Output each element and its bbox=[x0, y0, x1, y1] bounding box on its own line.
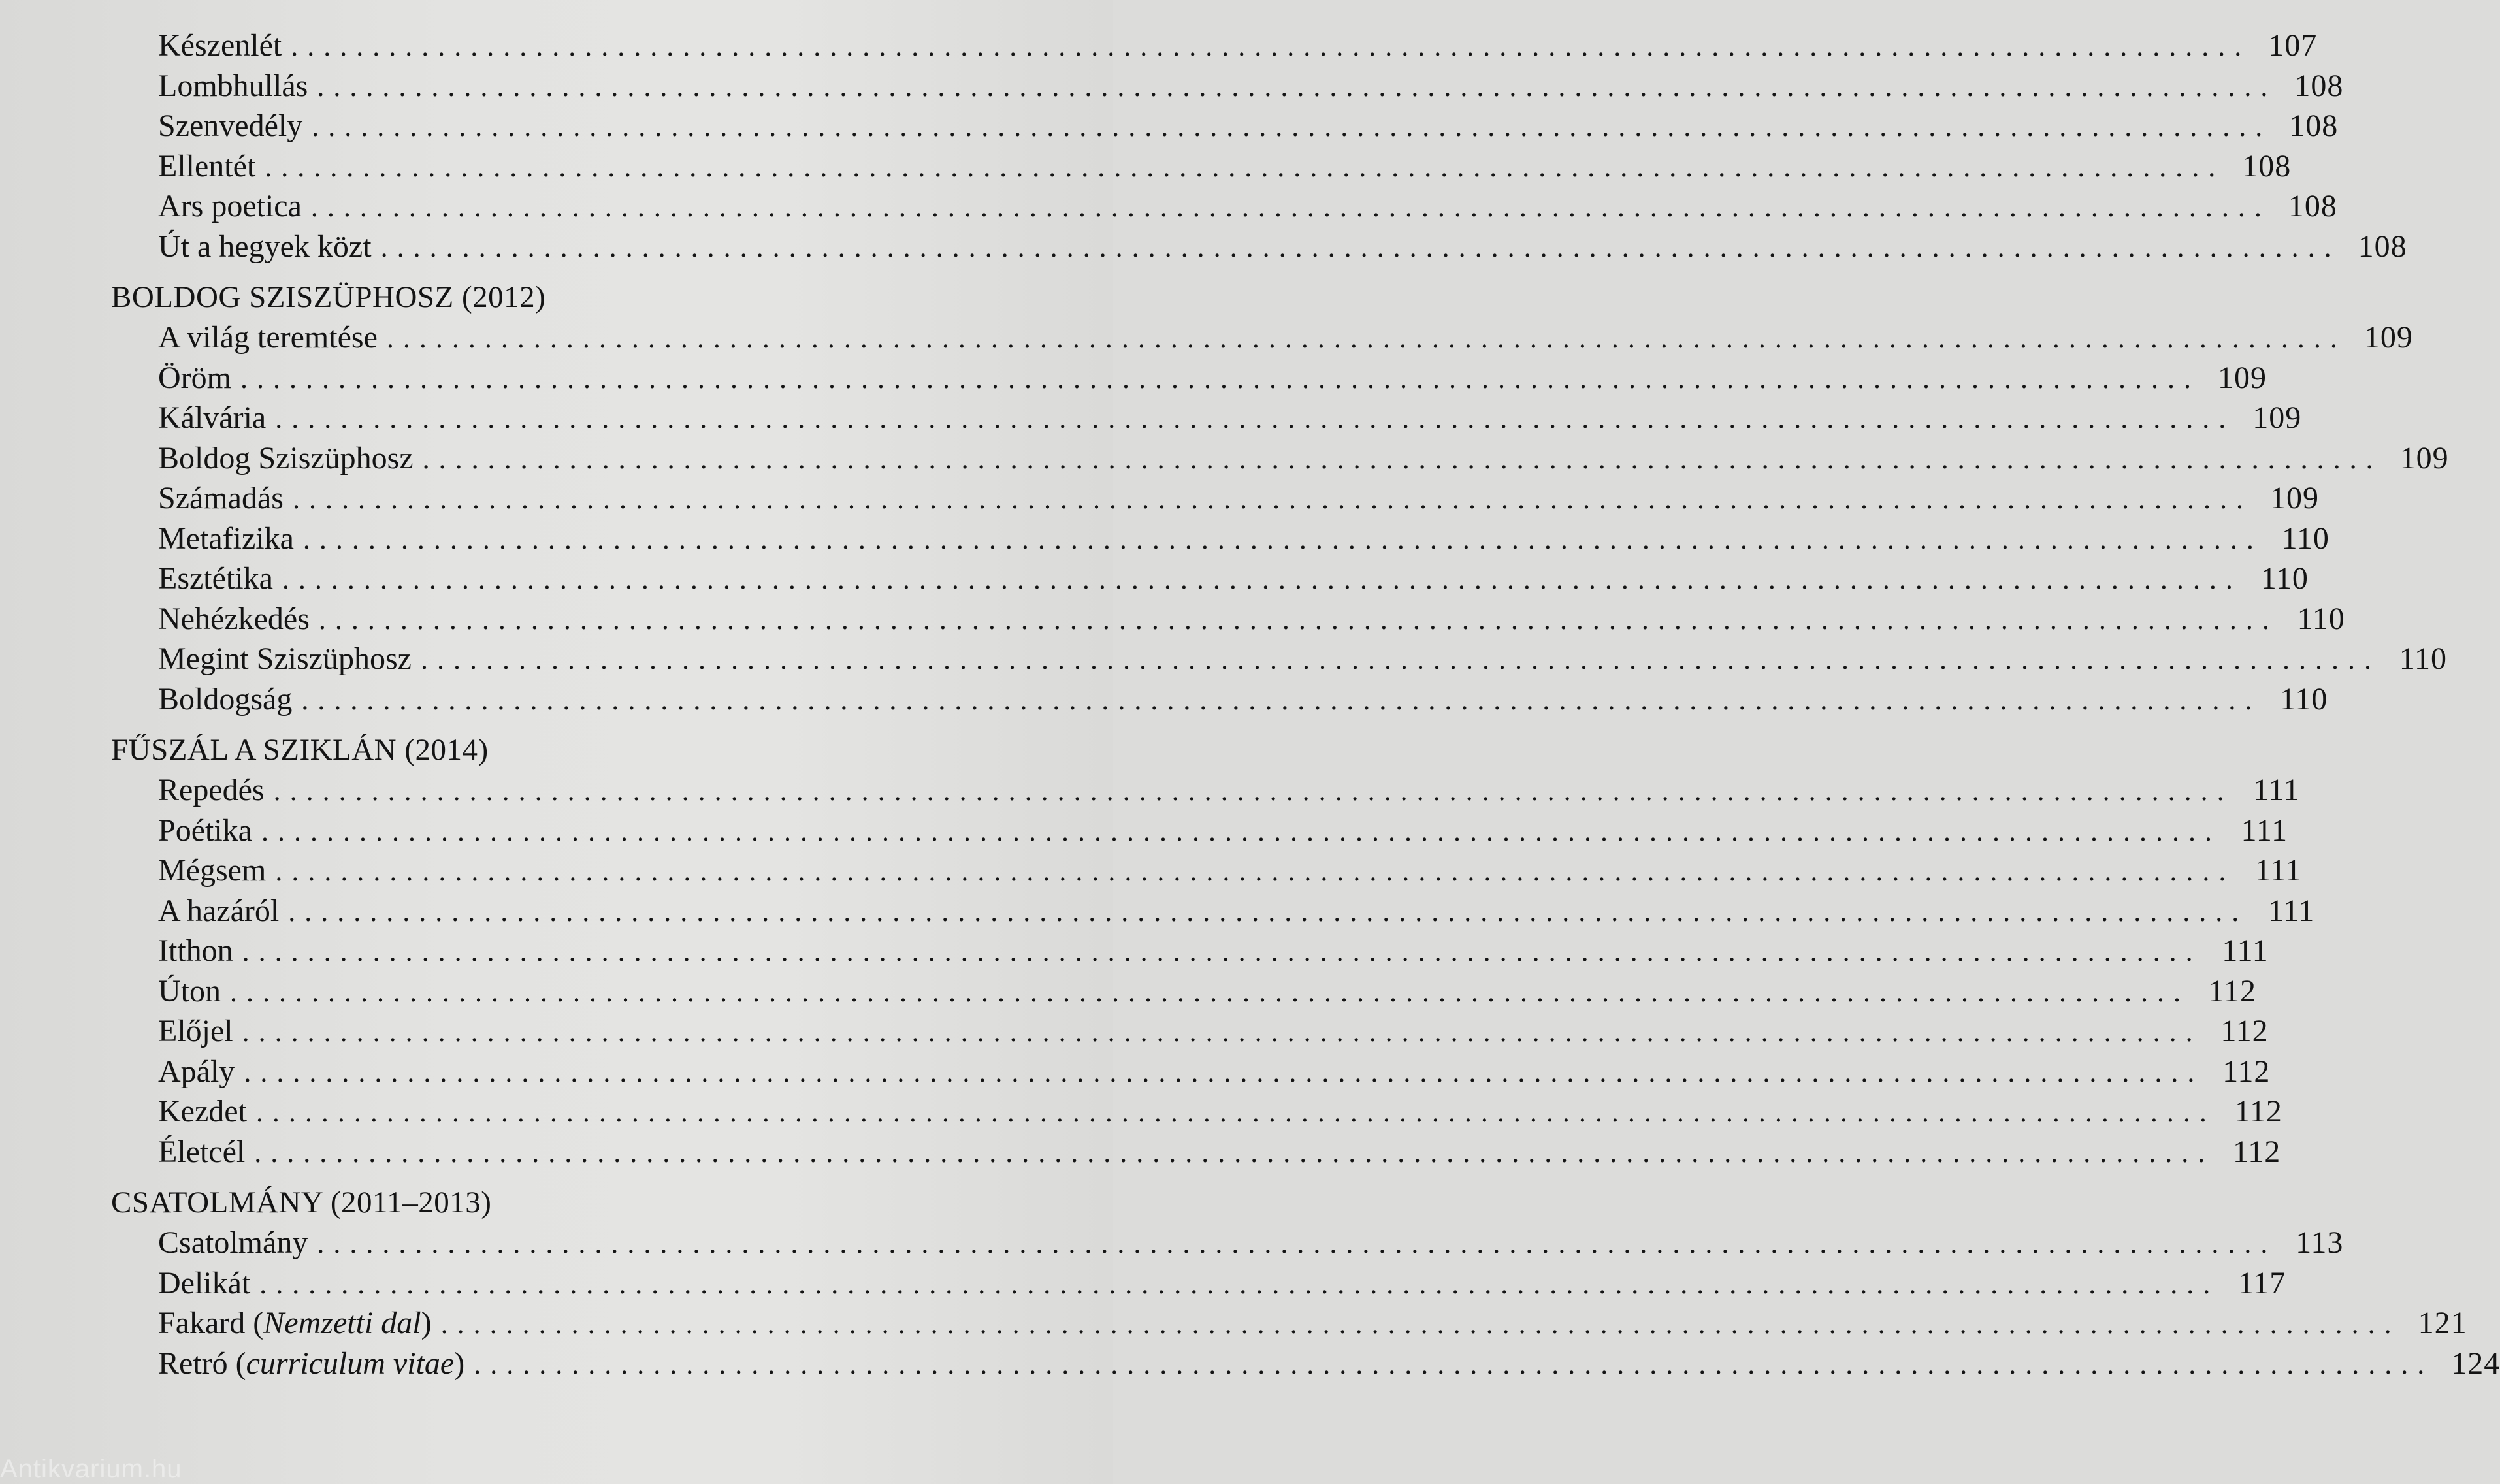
toc-entry bbox=[158, 146, 2292, 187]
page-number: 111 bbox=[2254, 853, 2302, 888]
table-of-contents bbox=[111, 28, 2500, 1383]
entry-title-text: Előjel bbox=[158, 1014, 233, 1048]
toc-section bbox=[111, 1182, 2500, 1383]
toc-entry bbox=[158, 1011, 2269, 1052]
dot-leader: ........................................................................................................................ bbox=[440, 1308, 2401, 1340]
page-number: 107 bbox=[2268, 28, 2318, 63]
entry-title bbox=[158, 438, 414, 479]
entry-title-text: Apály bbox=[158, 1054, 235, 1089]
dot-leader: ........................................................................................................................ bbox=[242, 1016, 2202, 1048]
toc-section bbox=[111, 25, 2407, 266]
entry-title bbox=[158, 971, 221, 1012]
page-number: 121 bbox=[2418, 1306, 2467, 1340]
dot-leader: ........................................................................................................................ bbox=[255, 1096, 2216, 1128]
toc-entry bbox=[158, 519, 2330, 559]
toc-entry bbox=[158, 478, 2319, 519]
entry-title-text: Nehézkedés bbox=[158, 601, 310, 636]
entry-title bbox=[158, 679, 292, 720]
entry-title-text: Lombhullás bbox=[158, 68, 308, 103]
page-number: 113 bbox=[2296, 1225, 2344, 1260]
toc-entry bbox=[158, 1052, 2271, 1092]
toc-entry bbox=[158, 358, 2267, 398]
page-number: 109 bbox=[2252, 400, 2302, 435]
entry-title bbox=[158, 770, 265, 811]
toc-entry bbox=[158, 679, 2328, 720]
dot-leader: ........................................................................................................................ bbox=[230, 975, 2190, 1008]
entry-title bbox=[158, 1132, 245, 1172]
toc-entry bbox=[158, 1091, 2282, 1132]
entry-title bbox=[158, 850, 266, 891]
entry-title-text: Repedés bbox=[158, 773, 265, 807]
page-number: 110 bbox=[2280, 681, 2328, 717]
entry-title-suffix: ) bbox=[421, 1306, 432, 1340]
entry-title-text: Ars poetica bbox=[158, 189, 302, 223]
page-number: 112 bbox=[2234, 1094, 2282, 1129]
section-title: BOLDOG SZISZÜPHOSZ (2012) bbox=[111, 280, 546, 314]
dot-leader: ........................................................................................................................ bbox=[244, 1056, 2204, 1088]
toc-section bbox=[111, 730, 2315, 1172]
dot-leader: ........................................................................................................................ bbox=[265, 150, 2225, 183]
page-number: 111 bbox=[2267, 893, 2315, 928]
toc-entry bbox=[158, 639, 2447, 679]
entry-title-text: Delikát bbox=[158, 1265, 251, 1300]
dot-leader: ........................................................................................................................ bbox=[301, 683, 2262, 716]
dot-leader: ........................................................................................................................ bbox=[318, 603, 2279, 636]
dot-leader: ........................................................................................................................ bbox=[273, 775, 2233, 807]
toc-entry bbox=[158, 811, 2288, 851]
toc-entry bbox=[158, 106, 2339, 146]
entry-list bbox=[111, 1223, 2500, 1383]
page-number: 111 bbox=[2222, 933, 2269, 968]
dot-leader: ........................................................................................................................ bbox=[261, 815, 2221, 847]
toc-entry bbox=[158, 599, 2345, 639]
dot-leader: ........................................................................................................................ bbox=[254, 1136, 2215, 1169]
entry-title-text: Út a hegyek közt bbox=[158, 229, 372, 264]
entry-title bbox=[158, 931, 233, 971]
dot-leader: ........................................................................................................................ bbox=[302, 523, 2263, 555]
toc-entry bbox=[158, 931, 2269, 971]
toc-entry bbox=[158, 25, 2318, 66]
entry-title bbox=[158, 891, 279, 931]
dot-leader: ........................................................................................................................ bbox=[291, 30, 2251, 62]
entry-title-text: Életcél bbox=[158, 1134, 246, 1169]
toc-entry bbox=[158, 227, 2407, 267]
entry-title-text: Ellentét bbox=[158, 148, 256, 184]
dot-leader: ........................................................................................................................ bbox=[474, 1347, 2434, 1380]
entry-title bbox=[158, 1223, 308, 1263]
entry-list bbox=[111, 317, 2449, 719]
entry-title bbox=[158, 1091, 247, 1132]
entry-title-text: Metafizika bbox=[158, 521, 294, 556]
page-number: 110 bbox=[2281, 521, 2330, 556]
entry-title bbox=[158, 478, 284, 519]
entry-title bbox=[158, 398, 266, 438]
dot-leader: ........................................................................................................................ bbox=[259, 1267, 2220, 1300]
entry-title-text: Készenlét bbox=[158, 28, 282, 63]
toc-entry bbox=[158, 398, 2302, 438]
page-number: 108 bbox=[2242, 148, 2292, 184]
page-number: 112 bbox=[2233, 1134, 2281, 1169]
page-number: 108 bbox=[2358, 229, 2407, 264]
toc-section bbox=[111, 277, 2449, 719]
entry-title-suffix: ) bbox=[454, 1346, 465, 1381]
dot-leader: ........................................................................................................................ bbox=[317, 70, 2277, 103]
entry-title bbox=[158, 639, 412, 679]
entry-title-text: Boldog Sziszüphosz bbox=[158, 440, 414, 476]
entry-title-text: Esztétika bbox=[158, 561, 273, 596]
entry-title-text: Számadás bbox=[158, 481, 284, 515]
page-number: 112 bbox=[2220, 1014, 2269, 1048]
page-number: 110 bbox=[2260, 561, 2309, 596]
dot-leader: ........................................................................................................................ bbox=[386, 322, 2346, 354]
page-number: 110 bbox=[2297, 601, 2345, 636]
page-number: 108 bbox=[2289, 108, 2339, 143]
dot-leader: ........................................................................................................................ bbox=[422, 442, 2382, 475]
entry-title bbox=[158, 66, 308, 106]
page-number: 124 bbox=[2451, 1346, 2500, 1381]
toc-entry bbox=[158, 317, 2413, 358]
entry-title bbox=[158, 1263, 250, 1304]
dot-leader: ........................................................................................................................ bbox=[275, 402, 2235, 434]
entry-title bbox=[158, 317, 378, 358]
dot-leader: ........................................................................................................................ bbox=[310, 191, 2271, 223]
entry-title bbox=[158, 146, 255, 187]
section-title: FŰSZÁL A SZIKLÁN (2014) bbox=[111, 733, 489, 767]
toc-entry bbox=[158, 891, 2315, 931]
entry-title bbox=[158, 811, 252, 851]
page-number: 108 bbox=[2294, 68, 2344, 103]
dot-leader: ........................................................................................................................ bbox=[275, 855, 2235, 887]
entry-title-text: Itthon bbox=[158, 933, 233, 968]
toc-entry bbox=[158, 770, 2300, 811]
entry-title bbox=[158, 186, 302, 227]
entry-title bbox=[158, 1303, 432, 1344]
page-number: 112 bbox=[2208, 973, 2256, 1008]
dot-leader: ........................................................................................................................ bbox=[288, 895, 2248, 928]
dot-leader: ........................................................................................................................ bbox=[380, 231, 2341, 263]
page-number: 109 bbox=[2399, 440, 2449, 476]
toc-entry bbox=[158, 186, 2337, 227]
entry-list bbox=[111, 25, 2407, 266]
dot-leader: ........................................................................................................................ bbox=[420, 643, 2380, 675]
entry-title bbox=[158, 25, 282, 66]
entry-title-text: A hazáról bbox=[158, 893, 280, 928]
entry-title bbox=[158, 1052, 235, 1092]
toc-entry bbox=[158, 971, 2256, 1012]
page-number: 109 bbox=[2269, 481, 2319, 515]
dot-leader: ........................................................................................................................ bbox=[242, 935, 2202, 967]
toc-entry bbox=[158, 1303, 2467, 1344]
entry-title-italic: curriculum vitae bbox=[246, 1346, 455, 1381]
entry-title-text: Mégsem bbox=[158, 853, 267, 888]
page-number: 111 bbox=[2241, 813, 2288, 848]
entry-title-text: Kálvária bbox=[158, 400, 267, 435]
toc-entry bbox=[158, 66, 2344, 106]
entry-title-text: Csatolmány bbox=[158, 1225, 308, 1260]
entry-title bbox=[158, 519, 294, 559]
entry-title bbox=[158, 1011, 233, 1052]
page-number: 117 bbox=[2238, 1265, 2286, 1300]
toc-entry bbox=[158, 438, 2449, 479]
page-number: 110 bbox=[2399, 641, 2447, 676]
watermark: Antikvarium.hu bbox=[0, 1455, 182, 1483]
toc-entry bbox=[158, 558, 2309, 599]
dot-leader: ........................................................................................................................ bbox=[240, 362, 2200, 395]
entry-title bbox=[158, 558, 273, 599]
entry-title-text: Megint Sziszüphosz bbox=[158, 641, 412, 676]
toc-entry bbox=[158, 1132, 2281, 1172]
toc-entry bbox=[158, 850, 2302, 891]
dot-leader: ........................................................................................................................ bbox=[292, 483, 2252, 515]
entry-title-text: Öröm bbox=[158, 360, 231, 395]
entry-title bbox=[158, 227, 372, 267]
page-number: 112 bbox=[2222, 1054, 2271, 1089]
entry-title-text: A világ teremtése bbox=[158, 320, 378, 355]
entry-title bbox=[158, 1344, 464, 1384]
toc-entry bbox=[158, 1344, 2500, 1384]
entry-title-italic: Nemzetti dal bbox=[263, 1306, 421, 1340]
dot-leader: ........................................................................................................................ bbox=[312, 110, 2272, 142]
entry-title-text: Poétika bbox=[158, 813, 252, 848]
entry-list bbox=[111, 770, 2315, 1172]
entry-title-text: Kezdet bbox=[158, 1094, 247, 1129]
dot-leader: ........................................................................................................................ bbox=[317, 1227, 2277, 1259]
entry-title-text: Retró ( bbox=[158, 1346, 246, 1381]
entry-title-text: Úton bbox=[158, 973, 221, 1008]
dot-leader: ........................................................................................................................ bbox=[282, 563, 2242, 595]
toc-entry bbox=[158, 1263, 2286, 1304]
page-number: 109 bbox=[2363, 320, 2413, 355]
entry-title bbox=[158, 358, 231, 398]
entry-title bbox=[158, 106, 302, 146]
section-title: CSATOLMÁNY (2011–2013) bbox=[111, 1186, 492, 1219]
page-number: 109 bbox=[2217, 360, 2267, 395]
entry-title-text: Boldogság bbox=[158, 681, 293, 717]
entry-title-text: Fakard ( bbox=[158, 1306, 264, 1340]
page-number: 111 bbox=[2253, 773, 2300, 807]
entry-title bbox=[158, 599, 310, 639]
entry-title-text: Szenvedély bbox=[158, 108, 303, 143]
toc-entry bbox=[158, 1223, 2344, 1263]
page-number: 108 bbox=[2288, 189, 2337, 223]
